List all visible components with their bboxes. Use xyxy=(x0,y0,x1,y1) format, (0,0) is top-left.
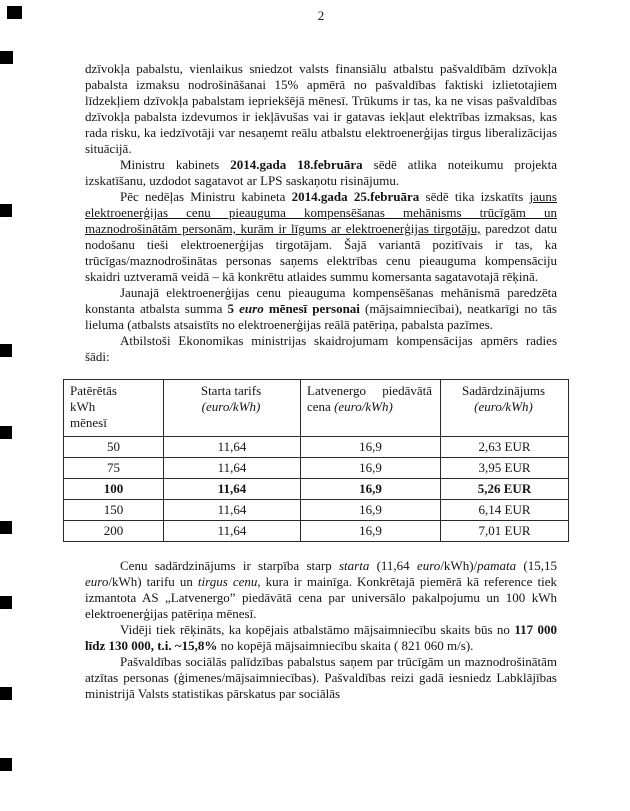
text-run-italic: (euro/kWh) xyxy=(201,399,261,414)
cell-latvenergo-cena: 16,9 xyxy=(301,500,441,521)
table-row-200 xyxy=(64,521,569,542)
text-run: Patērētās kWh mēnesī xyxy=(70,383,117,430)
scan-artifact xyxy=(7,6,22,19)
scan-artifact xyxy=(0,521,12,534)
text-run: , kura ir mainīga. Konkrētajā piemērā kā reference tiek izmantota AS „Latvenergo” piedāvātā cena par universālo pakalpojumu un 100 kWh elektroenerģijas patēriņa mēnesī. xyxy=(85,574,557,621)
text-run: Sadārdzinājums xyxy=(461,383,546,398)
paragraph-sadardzinajums-explain xyxy=(85,558,557,622)
text-run: sēdē atlika noteikumu projekta izskatīšanu, uzdodot sagatavot ar LPS saskaņotu risinājumu. xyxy=(85,157,557,188)
cell-kwh: 150 xyxy=(64,500,164,521)
scan-artifact xyxy=(0,687,12,700)
cell-sadardzinajums: 2,63 EUR xyxy=(441,437,569,458)
compensation-table-header xyxy=(64,380,569,437)
col-header-latvenergo-cena xyxy=(301,380,441,437)
table-header-row xyxy=(64,380,569,437)
scan-artifact xyxy=(0,344,12,357)
page-number: 2 xyxy=(317,8,325,23)
text-run: Pašvaldības sociālās palīdzības pabalstus saņem par trūcīgām un maznodrošinātām atzītas personas (ģimenes/mājsaimniecības). Pašvaldības reizi gadā iesniedz Labklājības ministrijā Valsts statistikas pārskatus par sociālās xyxy=(85,654,557,701)
text-run: Starta tarifs xyxy=(200,383,262,398)
scan-artifact xyxy=(0,596,12,609)
cell-latvenergo-cena: 16,9 xyxy=(301,437,441,458)
text-run: /kWh)/ xyxy=(440,558,478,573)
text-run: Atbilstoši Ekonomikas ministrijas skaidrojumam kompensācijas apmērs radies šādi: xyxy=(85,333,557,364)
text-run-italic: pamata xyxy=(477,558,517,573)
text-run-italic: starta xyxy=(338,558,370,573)
page-content xyxy=(70,8,557,702)
text-run: (mājsaimniecībai), neatkarīgi no tās lieluma (atbalsts atsaistīts no elektroenerģijas reālā patēriņa, pabalsta pazīmes. xyxy=(85,301,557,332)
text-run: Cenu sadārdzinājums ir starpība starp xyxy=(120,558,339,573)
cell-starta-tarifs: 11,64 xyxy=(164,458,301,479)
paragraph-social-benefits xyxy=(85,654,557,702)
cell-latvenergo-cena: 16,9 xyxy=(301,458,441,479)
cell-sadardzinajums: 7,01 EUR xyxy=(441,521,569,542)
text-run-bold: 2014.gada 18.februāra xyxy=(230,157,363,172)
scan-artifact xyxy=(0,426,12,439)
text-run: dzīvokļa pabalstu, vienlaikus sniedzot valsts finansiālu atbalstu pašvaldībām dzīvokļa pabalsta izmaksu nodrošināšanai 15% apmērā no pašvaldības faktiski izlietotajiem līdzekļiem dzīvokļa pabalstam iepriekšējā mēnesī. Trūkums ir tas, ka ne visas pašvaldības dzīvokļa pabalsta izdevumos ir iekļāvušas vai ir gatavas iekļaut elektrības izmaksas, kas rada risku, ka iedzīvotāji var nesaņemt reālu atbalstu elektroenerģijas tirgus liberalizācijas situācijā. xyxy=(85,61,557,156)
table-row-75 xyxy=(64,458,569,479)
text-run: sēdē tika izskatīts xyxy=(419,189,530,204)
text-run: Vidēji tiek rēķināts, ka kopējais atbalstāmo mājsaimniecību skaits būs no xyxy=(120,622,515,637)
text-run: paredzot datu nodošanu tieši elektroenerģijas tirgotājam. Šajā variantā pozitīvais ir tas, ka trūcīgas/maznodrošinātas personas saņems elektrības cenu pieauguma kompensāciju skaidri uztveramā veidā – kā konkrētu atlaides summu komersanta sagatavotajā rēķinā. xyxy=(85,221,557,284)
text-run-italic: (euro/kWh) xyxy=(334,399,393,414)
cell-latvenergo-cena: 16,9 xyxy=(301,521,441,542)
text-run-italic: tirgus cenu xyxy=(197,574,258,589)
text-run: Jaunajā elektroenerģijas cenu pieauguma kompensēšanas mehānismā paredzēta konstanta atbalsta summa xyxy=(85,285,557,316)
table-row-50 xyxy=(64,437,569,458)
text-run: (11,64 xyxy=(369,558,417,573)
cell-kwh: 100 xyxy=(64,479,164,500)
cell-kwh: 200 xyxy=(64,521,164,542)
compensation-table xyxy=(63,379,569,542)
text-run-italic: (euro/kWh) xyxy=(474,399,533,414)
col-header-pateretas-kwh xyxy=(64,380,164,437)
scan-artifact xyxy=(0,758,12,771)
cell-starta-tarifs: 11,64 xyxy=(164,479,301,500)
paragraph-household-count xyxy=(85,622,557,654)
text-run-bold: 2014.gada 25.februāra xyxy=(291,189,420,204)
cell-latvenergo-cena: 16,9 xyxy=(301,479,441,500)
col-header-starta-tarifs xyxy=(164,380,301,437)
text-run-italic: euro xyxy=(85,574,109,589)
cell-starta-tarifs: 11,64 xyxy=(164,437,301,458)
cell-starta-tarifs: 11,64 xyxy=(164,500,301,521)
text-run-italic: euro xyxy=(416,558,441,573)
text-run: no kopējā mājsaimniecību skaita ( 821 060 m/s). xyxy=(217,638,474,653)
paragraph-mechanism xyxy=(85,285,557,333)
text-run: (15,15 xyxy=(516,558,557,573)
cell-starta-tarifs: 11,64 xyxy=(164,521,301,542)
cell-sadardzinajums: 5,26 EUR xyxy=(441,479,569,500)
cell-sadardzinajums: 6,14 EUR xyxy=(441,500,569,521)
table-row-100 xyxy=(64,479,569,500)
text-run-underline: jauns elektroenerģijas cenu pieauguma kompensēšanas mehānisms trūcīgām un maznodrošinātām personām, kurām ir līgums ar elektroenerģijas tirgotāju, xyxy=(85,189,557,236)
paragraph-mk-18feb xyxy=(85,157,557,189)
compensation-table-body xyxy=(64,437,569,542)
table-row-150 xyxy=(64,500,569,521)
paragraph-table-lead xyxy=(85,333,557,365)
text-run: Pēc nedēļas Ministru kabineta xyxy=(120,189,292,204)
text-run-bold: 117 000 līdz 130 000, t.i. ~15,8% xyxy=(85,622,557,653)
text-run-bold: mēnesī personai xyxy=(263,301,360,316)
scan-artifact xyxy=(0,51,13,64)
text-run: Ministru kabinets xyxy=(120,157,231,172)
col-header-sadardzinajums xyxy=(441,380,569,437)
text-run: /kWh) tarifu un xyxy=(108,574,198,589)
cell-kwh: 50 xyxy=(64,437,164,458)
paragraph-mk-25feb xyxy=(85,189,557,285)
cell-kwh: 75 xyxy=(64,458,164,479)
text-run: Latvenergo piedāvātā cena xyxy=(307,383,432,414)
cell-sadardzinajums: 3,95 EUR xyxy=(441,458,569,479)
text-run-bold: 5 xyxy=(227,301,240,316)
scan-artifact xyxy=(0,204,12,217)
paragraph-intro xyxy=(85,61,557,157)
text-run-bold-italic: euro xyxy=(239,301,264,316)
